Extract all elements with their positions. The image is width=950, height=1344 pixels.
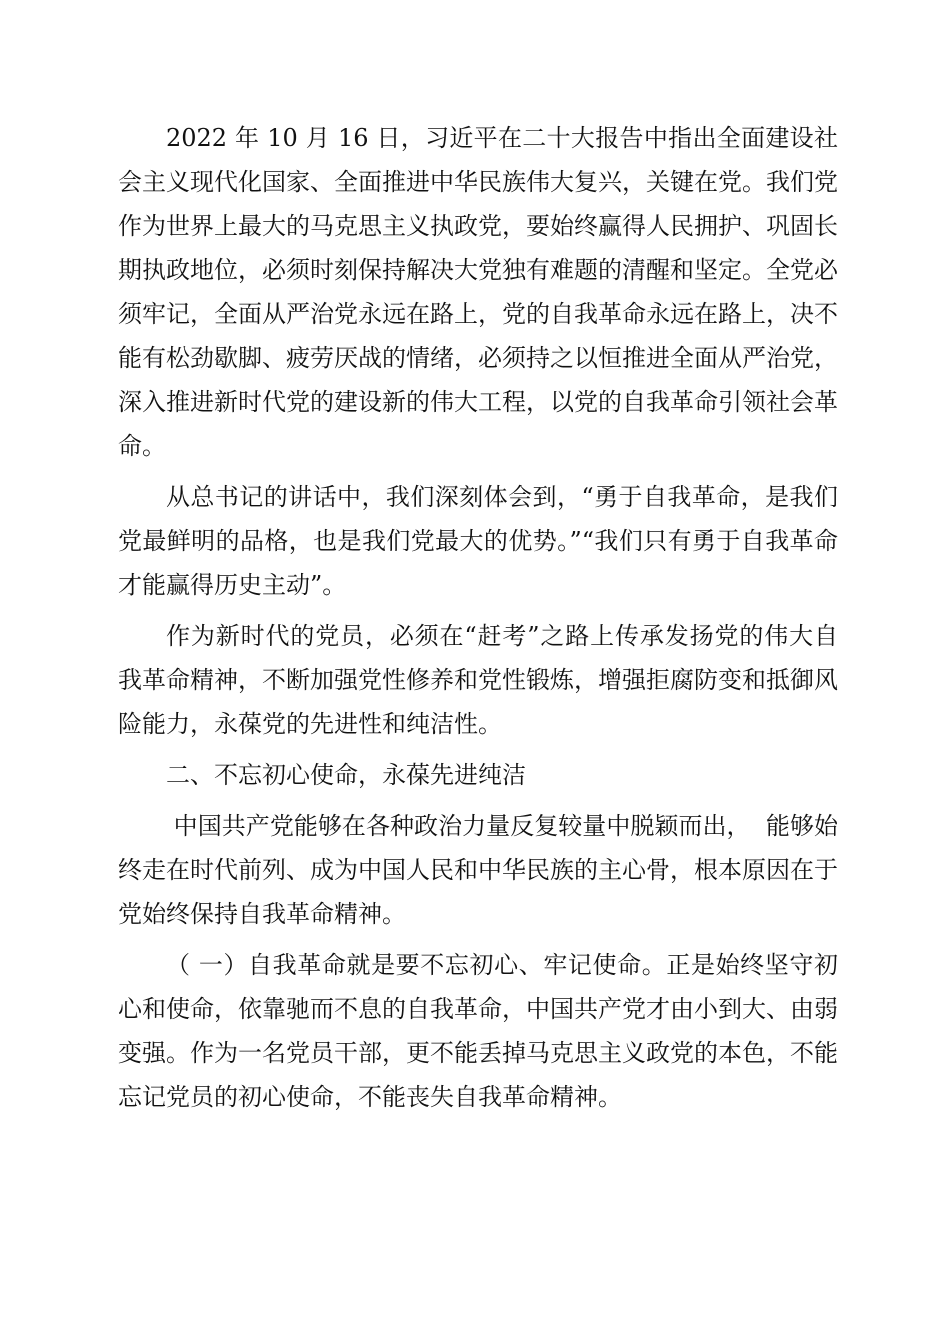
- paragraph-intro: 2022 年 10 月 16 日，习近平在二十大报告中指出全面建设社会主义现代化国家、全面推进中华民族伟大复兴，关键在党。我们党作为世界上最大的马克思主义执政党，要始终赢得人民拥护、巩固长期执政地位，必须时刻保持解决大党独有难题的清醒和坚定。全党必须牢记，全面从严治党永远在路上，党的自我革命永远在路上，决不能有松劲歇脚、疲劳厌战的情绪，必须持之以恒推进全面从严治党，深入推进新时代党的建设新的伟大工程，以党的自我革命引领社会革命。: [118, 124, 838, 460]
- paragraph-subsection-one: （ 一）自我革命就是要不忘初心、牢记使命。正是始终坚守初心和使命，依靠驰而不息的自我革命，中国共产党才由小到大、由弱变强。作为一名党员干部，更不能丢掉马克思主义政党的本色，不能忘记党员的初心使命，不能丧失自我革命精神。: [118, 951, 838, 1111]
- paragraph-section-intro: 中国共产党能够在各种政治力量反复较量中脱颖而出， 能够始终走在时代前列、成为中国人民和中华民族的主心骨，根本原因在于党始终保持自我革命精神。: [118, 812, 838, 928]
- document-body: [118, 116, 838, 1126]
- section-heading: 二、不忘初心使命，永葆先进纯洁: [166, 761, 526, 789]
- paragraph-new-era: 作为新时代的党员，必须在“赶考”之路上传承发扬党的伟大自我革命精神，不断加强党性修养和党性锻炼，增强拒腐防变和抵御风险能力，永葆党的先进性和纯洁性。: [118, 622, 838, 738]
- paragraph-quote: 从总书记的讲话中，我们深刻体会到，“勇于自我革命，是我们党最鲜明的品格，也是我们党最大的优势。”“我们只有勇于自我革命才能赢得历史主动”。: [118, 483, 838, 599]
